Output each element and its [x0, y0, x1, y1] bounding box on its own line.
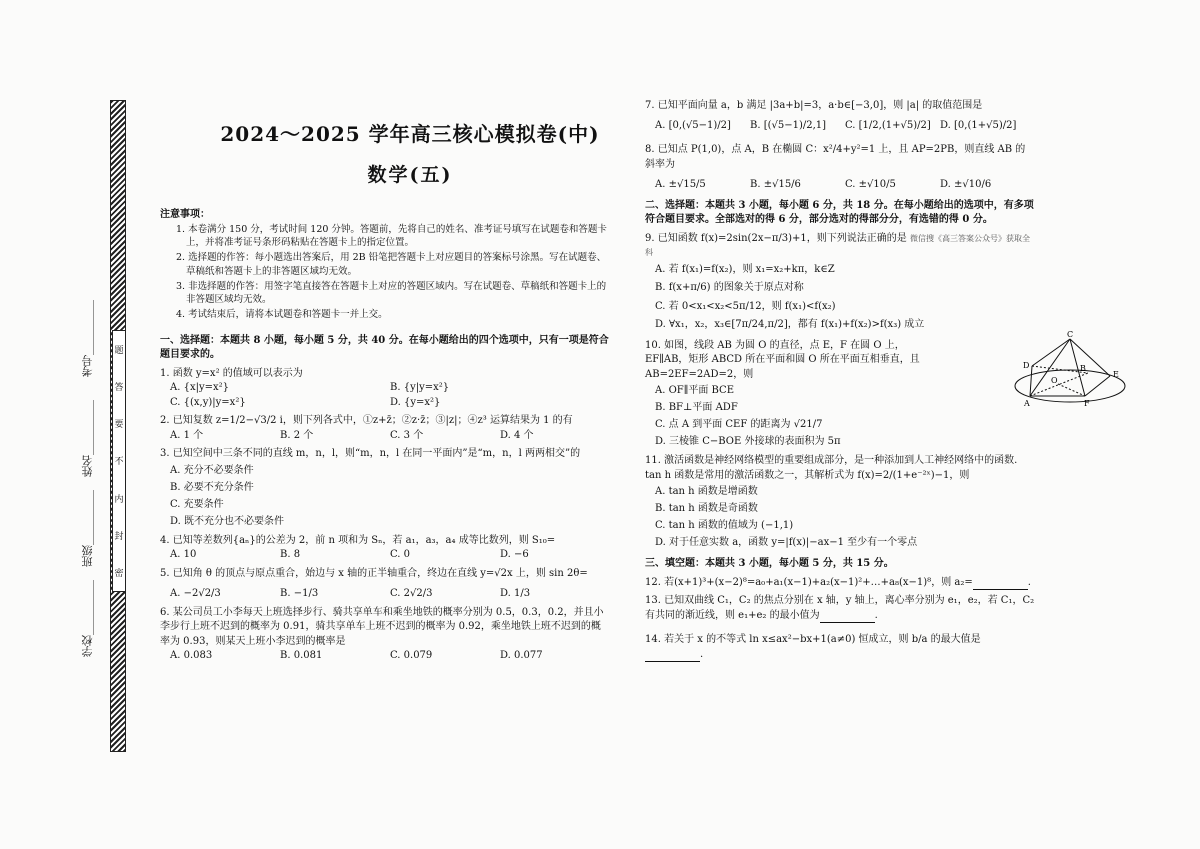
question-stem: 10. 如图，线段 AB 为圆 O 的直径，点 E，F 在圆 O 上，EF∥AB，矩形 ABCD 所在平面和圆 O 所在平面互相垂直，且 AB=2EF=2AD=2，则	[645, 339, 920, 380]
option[interactable]: A. 若 f(x₁)=f(x₂)，则 x₁=x₂+kπ，k∈Z	[655, 263, 835, 275]
question-5	[160, 567, 610, 602]
watermark-note: 微信搜《高三答案公众号》获取全科	[645, 233, 1030, 257]
option[interactable]: A. 0.083	[170, 650, 213, 662]
school-field[interactable]: 学校__________	[81, 580, 94, 657]
option[interactable]: D. 三棱锥 C−BOE 外接球的表面积为 5π	[655, 436, 841, 447]
option[interactable]: C. 0.079	[390, 650, 433, 662]
question-3	[160, 447, 610, 530]
question-9	[645, 232, 1035, 335]
option[interactable]: A. 充分不必要条件	[170, 464, 254, 476]
seal-char: 要	[114, 420, 124, 431]
answer-blank[interactable]	[645, 651, 700, 662]
answer-blank[interactable]	[973, 579, 1028, 590]
option[interactable]: B. 2 个	[280, 429, 314, 441]
point-label: F	[1084, 398, 1090, 408]
point-label: B	[1080, 363, 1086, 373]
question-4	[160, 534, 610, 563]
notice-item: 4. 考试结束后，请将本试题卷和答题卡一并上交。	[176, 309, 388, 321]
question-stem: 14. 若关于 x 的不等式 ln x≤ax²−bx+1(a≠0) 恒成立，则 b/a 的最大值是	[645, 634, 981, 645]
option[interactable]: C. 若 0<x₁<x₂<5π/12，则 f(x₁)<f(x₂)	[655, 300, 836, 312]
section-heading: 二、选择题：本题共 3 小题，每小题 6 分，共 18 分。在每小题给出的选项中，有多项符合题目要求。全部选对的得 6 分，部分选对的得部分分，有选错的得 0 分。	[645, 199, 1034, 225]
exam-subtitle: 数学(五)	[367, 164, 453, 186]
question-stem: 7. 已知平面向量 a，b 满足 |3a+b|=3，a·b∈[−3,0]，则 |a| 的取值范围是	[645, 100, 983, 111]
section-heading: 三、填空题：本题共 3 小题，每小题 5 分，共 15 分。	[645, 558, 894, 569]
seal-char: 答	[114, 383, 124, 394]
notice	[160, 208, 610, 322]
left-column	[160, 208, 610, 664]
option[interactable]: A. −2√2/3	[170, 588, 221, 600]
question-1	[160, 367, 610, 411]
option[interactable]: B. ±√15/6	[750, 179, 801, 190]
question-11	[645, 454, 1035, 551]
point-label: D	[1023, 360, 1030, 370]
notice-item: 1. 本卷满分 150 分，考试时间 120 分钟。答题前，先将自己的姓名、准考证号填写在试题卷和答题卡上，并将准考证号条形码粘贴在答题卡上的指定位置。	[176, 223, 607, 249]
option[interactable]: A. tan h 函数是增函数	[655, 486, 758, 497]
question-7	[645, 99, 1035, 133]
question-stem: 4. 已知等差数列{aₙ}的公差为 2，前 n 项和为 Sₙ，若 a₁，a₃，a₄ 成等比数列，则 S₁₀=	[160, 534, 556, 546]
option[interactable]: D. 0.077	[500, 650, 543, 662]
option[interactable]: D. −6	[500, 549, 529, 561]
question-stem: 12. 若(x+1)³+(x−2)⁸=a₀+a₁(x−1)+a₂(x−1)²+…+a₈(x−1)⁸，则 a₂=	[645, 576, 973, 588]
option[interactable]: B. −1/3	[280, 588, 319, 600]
question-2	[160, 414, 610, 443]
question-stem: 9. 已知函数 f(x)=2sin(2x−π/3)+1，则下列说法正确的是	[645, 232, 907, 244]
option[interactable]: D. [0,(1+√5)/2]	[940, 119, 1017, 131]
option[interactable]: B. tan h 函数是奇函数	[655, 503, 758, 514]
option[interactable]: D. 对于任意实数 a，函数 y=|f(x)|−ax−1 至少有一个零点	[655, 537, 918, 548]
option[interactable]: A. 1 个	[170, 429, 204, 441]
seal-char: 题	[114, 346, 124, 357]
option[interactable]: A. OF∥平面 BCE	[655, 385, 734, 396]
name-field[interactable]: 姓名__________	[81, 400, 94, 477]
seal-char: 内	[114, 494, 124, 505]
option[interactable]: B. 0.081	[280, 650, 323, 662]
question-6	[160, 606, 610, 664]
option[interactable]: C. [1/2,(1+√5)/2]	[845, 119, 931, 131]
option[interactable]: C. 点 A 到平面 CEF 的距离为 √21/7	[655, 419, 823, 430]
option[interactable]: B. 必要不充分条件	[170, 481, 254, 493]
seal-line	[112, 330, 126, 592]
point-label: A	[1024, 398, 1030, 408]
option[interactable]: B. [(√5−1)/2,1]	[750, 119, 827, 131]
option[interactable]: C. 3 个	[390, 429, 424, 441]
question-10	[645, 330, 1119, 451]
point-label: E	[1113, 369, 1119, 379]
option[interactable]: D. ∀x₁，x₂，x₃∈[7π/24,π/2]，都有 f(x₁)+f(x₂)>f(x₃) 成立	[655, 319, 925, 330]
question-12: 12. 若(x+1)³+(x−2)⁸=a₀+a₁(x−1)+a₂(x−1)²+…+a₈(x−1)⁸，则 a₂= .	[645, 576, 1035, 591]
option[interactable]: C. tan h 函数的值域为 (−1,1)	[655, 520, 794, 531]
question-stem: 11. 激活函数是神经网络模型的重要组成部分，是一种添加到人工神经网络中的函数. tan h 函数是常用的激活函数之一，其解析式为 f(x)=2/(1+e⁻²ˣ)−1，则	[645, 455, 1018, 481]
option[interactable]: A. [0,(√5−1)/2]	[655, 119, 731, 131]
question-stem: 6. 某公司员工小李每天上班选择步行、骑共享单车和乘坐地铁的概率分别为 0.5，0.3，0.2，并且小李步行上班不迟到的概率为 0.91，骑共享单车上班不迟到的概率为 0.92，乘坐地铁上班不迟到的概率为 0.93，则某天上班小李迟到的概率是	[160, 606, 604, 647]
notice-heading: 注意事项：	[160, 209, 210, 220]
option[interactable]: C. 0	[390, 549, 411, 561]
option[interactable]: A. ±√15/5	[655, 179, 706, 190]
option[interactable]: D. 既不充分也不必要条件	[170, 515, 285, 527]
option[interactable]: C. 充要条件	[170, 498, 224, 510]
geometry-figure	[1010, 331, 1130, 426]
answer-blank[interactable]	[820, 612, 875, 623]
question-14: 14. 若关于 x 的不等式 ln x≤ax²−bx+1(a≠0) 恒成立，则 b/a 的最大值是.	[645, 633, 1035, 662]
seal-char: 密	[114, 568, 124, 579]
option[interactable]: D. {y=x²}	[390, 396, 441, 408]
class-field[interactable]: 班级__________	[81, 490, 94, 567]
option[interactable]: C. 2√2/3	[390, 588, 433, 600]
seal-char: 封	[114, 531, 124, 542]
seal-char: 不	[114, 457, 124, 468]
point-label: O	[1051, 375, 1058, 385]
question-stem: 13. 已知双曲线 C₁，C₂ 的焦点分别在 x 轴，y 轴上，离心率分别为 e₁，e₂，若 C₁，C₂ 有共同的渐近线，则 e₁+e₂ 的最小值为	[645, 595, 1035, 621]
exam-title: 2024～2025 学年高三核心模拟卷(中)	[220, 122, 600, 146]
question-stem: 2. 已知复数 z=1/2−√3/2 i，则下列各式中，①z+z̄；②z·z̄；③|z|；④z³ 运算结果为 1 的有	[160, 415, 573, 427]
option[interactable]: A. 10	[170, 549, 197, 561]
question-8	[645, 143, 1035, 193]
question-13: 13. 已知双曲线 C₁，C₂ 的焦点分别在 x 轴，y 轴上，离心率分别为 e₁，e₂，若 C₁，C₂ 有共同的渐近线，则 e₁+e₂ 的最小值为 .	[645, 594, 1035, 623]
option[interactable]: D. 1/3	[500, 588, 531, 600]
option[interactable]: D. ±√10/6	[940, 179, 992, 190]
section-heading: 一、选择题：本题共 8 小题，每小题 5 分，共 40 分。在每小题给出的四个选项中，只有一项是符合题目要求的。	[160, 334, 609, 361]
question-stem: 1. 函数 y=x² 的值域可以表示为	[160, 367, 303, 379]
question-stem: 5. 已知角 θ 的顶点与原点重合，始边与 x 轴的正半轴重合，终边在直线 y=√2x 上，则 sin 2θ=	[160, 567, 588, 579]
option[interactable]: C. {(x,y)|y=x²}	[170, 396, 246, 408]
option[interactable]: C. ±√10/5	[845, 179, 896, 190]
right-column	[645, 95, 1119, 662]
option[interactable]: D. 4 个	[500, 429, 534, 441]
question-stem: 8. 已知点 P(1,0)，点 A，B 在椭圆 C：x²/4+y²=1 上，且 AP=2PB，则直线 AB 的斜率为	[645, 144, 1026, 170]
option[interactable]: B. f(x+π/6) 的图象关于原点对称	[655, 282, 804, 293]
option[interactable]: B. {y|y=x²}	[390, 382, 450, 394]
option[interactable]: A. {x|y=x²}	[170, 382, 229, 394]
option[interactable]: B. BF⊥平面 ADF	[655, 402, 738, 413]
exam-number-field[interactable]: 考号__________	[81, 300, 94, 377]
question-stem: 3. 已知空间中三条不同的直线 m，n，l，则“m，n，l 在同一平面内”是“m，n，l 两两相交”的	[160, 448, 581, 460]
notice-item: 3. 非选择题的作答：用签字笔直接答在答题卡上对应的答题区域内。写在试题卷、草稿纸和答题卡上的非答题区域均无效。	[176, 280, 607, 306]
notice-item: 2. 选择题的作答：每小题选出答案后，用 2B 铅笔把答题卡上对应题目的答案标号涂黑。写在试题卷、草稿纸和答题卡上的非答题区域均无效。	[176, 252, 607, 277]
option[interactable]: B. 8	[280, 549, 301, 561]
point-label: C	[1067, 330, 1074, 339]
